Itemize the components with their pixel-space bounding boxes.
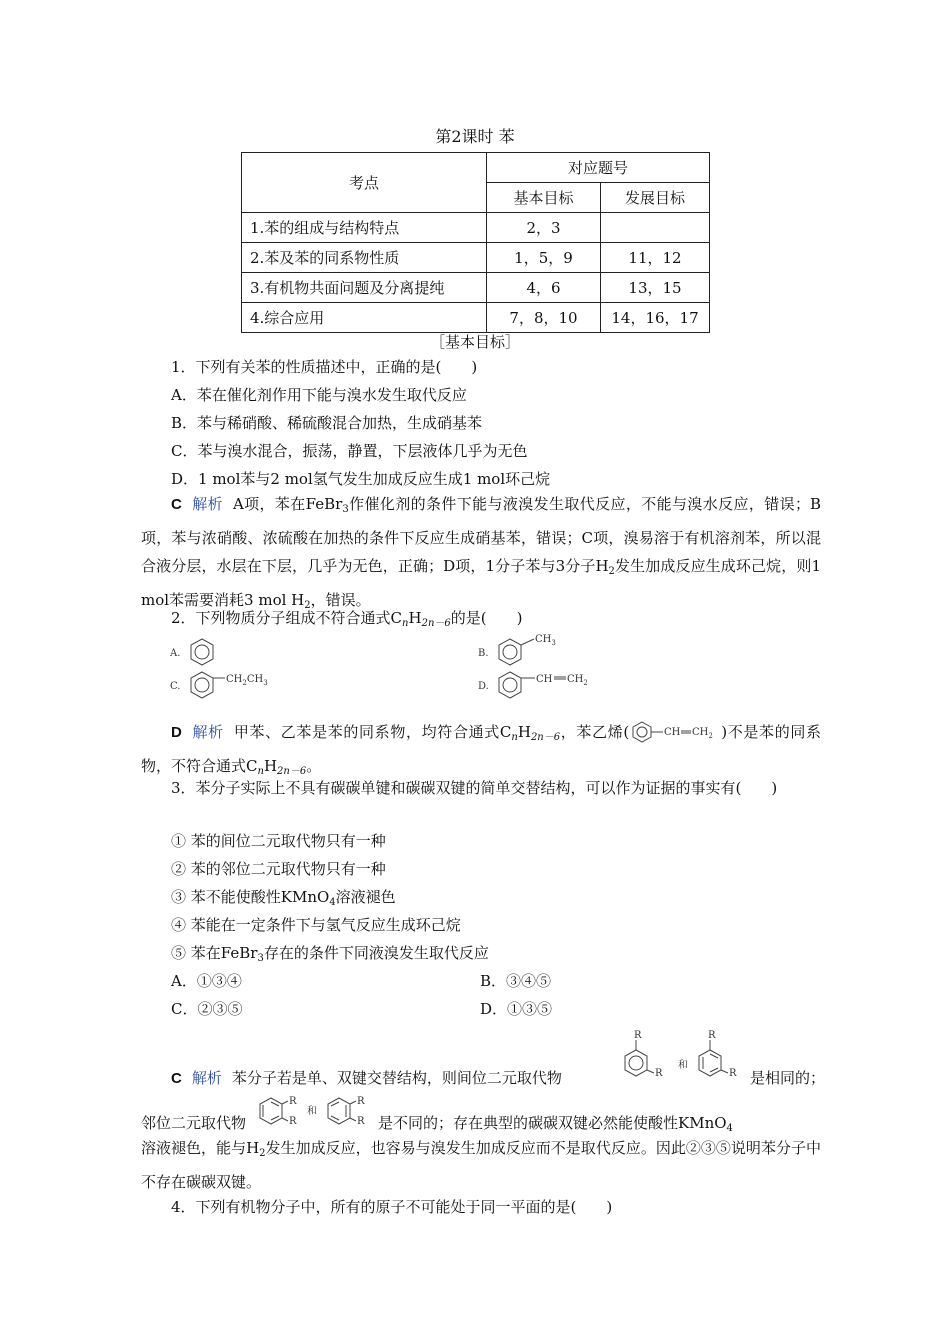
topic-cell: 4.综合应用: [242, 303, 487, 333]
svg-text:CH2: $CH_2$: [567, 674, 588, 687]
table-row: [242, 243, 710, 273]
meta-disubstituted-structures: [620, 1028, 750, 1088]
svg-text:R: R: [729, 1068, 737, 1079]
svg-text:B.: B.: [478, 648, 489, 659]
q3-option-d: D．①③⑤: [480, 1000, 553, 1018]
q2-explanation: D 解析 甲苯、乙苯是苯的同系物，均符合通式$C_nH_{2n-6}$，苯乙烯( CH $CH_2$ )不是苯的同系物，不符合通式$C_nH_{2n-6}$。: [141, 723, 822, 777]
q2-option-c-ethylbenzene: [170, 668, 280, 704]
svg-text:D.: D.: [478, 681, 489, 692]
svg-text:和: 和: [307, 1106, 317, 1117]
header-kaodian: 考点: [242, 153, 487, 213]
header-duiying: 对应题号: [487, 153, 710, 183]
svg-text:R: R: [708, 1030, 716, 1041]
svg-text:R: R: [357, 1096, 365, 1107]
q3-explanation-rest: 溶液褪色，能与$H_2$发生加成反应，也容易与溴发生加成反应而不是取代反应。因此②③⑤说明苯分子中不存在碳碳双键。: [141, 1139, 821, 1191]
q3-option-a: A．①③④: [171, 972, 242, 990]
svg-text:R: R: [289, 1096, 297, 1107]
q3-explanation-same: 是相同的；: [750, 1069, 826, 1087]
q2-stem: 2．下列物质分子组成不符合通式$C_nH_{2n-6}$的是( ): [171, 609, 523, 629]
q2-option-a-benzene: [170, 636, 230, 670]
adv-cell: 11，12: [601, 243, 710, 273]
q1-jiexi-label: 解析: [191, 495, 223, 513]
page-title: 第2课时 苯: [435, 127, 515, 146]
q1-explanation: C 解析 A项，苯在FeBr$_3$作催化剂的条件下能与液溴发生取代反应，不能与溴水反应，错误；B项，苯与浓硝酸、浓硫酸在加热的条件下反应生成硝基苯，错误；C项，溴易溶于有机溶剂苯，所以混合液分层，水层在下层，几乎为无色，正确；D项，1分子苯与3分子$H_2$发生加成反应生成环己烷，则1 mol苯需要消耗3 mol $H_2$，错误。: [141, 495, 822, 611]
adv-cell: 14，16，17: [601, 303, 710, 333]
adv-cell: [601, 213, 710, 243]
q4-stem: 4．下列有机物分子中，所有的原子不可能处于同一平面的是( ): [171, 1198, 613, 1216]
q2-option-b-toluene: [478, 632, 578, 670]
q1-option-c: C．苯与溴水混合，振荡，静置，下层液体几乎为无色: [171, 442, 528, 460]
q1-stem: 1．下列有关苯的性质描述中，正确的是( ): [171, 358, 478, 376]
table-row: [242, 273, 710, 303]
header-jiben: 基本目标: [487, 183, 601, 213]
svg-text:和: 和: [678, 1060, 688, 1071]
q3-stem: 3．苯分子实际上不具有碳碳单键和碳碳双键的简单交替结构，可以作为证据的事实有( ): [171, 779, 778, 797]
q3-item-2: ② 苯的邻位二元取代物只有一种: [171, 860, 386, 878]
svg-text:CH2: $CH_2$: [692, 727, 714, 740]
q3-explanation-different: 是不同的；存在典型的碳碳双键必然能使酸性KMnO$_4$: [378, 1114, 733, 1134]
svg-text:CH: CH: [536, 674, 553, 685]
q3-answer: C: [171, 1070, 182, 1087]
svg-text:C.: C.: [170, 681, 181, 692]
svg-text:CH3: $CH_3$: [535, 634, 556, 647]
styrene-inline-structure: [629, 721, 721, 743]
basic-cell: 1，5，9: [487, 243, 601, 273]
svg-text:R: R: [357, 1116, 365, 1127]
q3-explanation-start: C 解析 苯分子若是单、双键交替结构，则间位二元取代物: [171, 1069, 562, 1087]
q3-item-1: ① 苯的间位二元取代物只有一种: [171, 832, 386, 850]
q3-item-5: ⑤ 苯在FeBr$_3$存在的条件下同液溴发生取代反应: [171, 944, 489, 964]
basic-cell: 2，3: [487, 213, 601, 243]
adv-cell: 13，15: [601, 273, 710, 303]
objectives-table: [241, 152, 710, 333]
svg-text:CH2CH3: $CH_2CH_3$: [226, 674, 268, 687]
header-fazhan: 发展目标: [601, 183, 710, 213]
q1-answer: C: [171, 496, 182, 513]
q3-option-b: B．③④⑤: [480, 972, 552, 990]
q3-explanation-ortho-label: 邻位二元取代物: [141, 1114, 247, 1132]
q1-option-a: A．苯在催化剂作用下能与溴水发生取代反应: [171, 386, 467, 404]
svg-text:A.: A.: [170, 648, 181, 659]
basic-cell: 7，8，10: [487, 303, 601, 333]
topic-cell: 1.苯的组成与结构特点: [242, 213, 487, 243]
table-row: [242, 303, 710, 333]
svg-text:R: R: [634, 1030, 642, 1041]
q3-item-4: ④ 苯能在一定条件下与氢气反应生成环己烷: [171, 916, 461, 934]
topic-cell: 2.苯及苯的同系物性质: [242, 243, 487, 273]
svg-text:R: R: [289, 1116, 297, 1127]
q1-option-b: B．苯与稀硝酸、稀硫酸混合加热，生成硝基苯: [171, 414, 483, 432]
q3-item-3: ③ 苯不能使酸性KMnO$_4$溶液褪色: [171, 888, 396, 908]
table-row: [242, 213, 710, 243]
q1-option-d: D．1 mol苯与2 mol氢气发生加成反应生成1 mol环己烷: [171, 470, 551, 488]
topic-cell: 3.有机物共面问题及分离提纯: [242, 273, 487, 303]
ortho-disubstituted-structures: [255, 1094, 380, 1132]
basic-cell: 4，6: [487, 273, 601, 303]
q2-option-d-styrene: [478, 668, 598, 704]
q3-jiexi-label: 解析: [191, 1069, 222, 1087]
q3-option-c: C．②③⑤: [171, 1000, 243, 1018]
section-heading: ［基本目标］: [429, 333, 520, 351]
svg-text:CH: CH: [664, 727, 681, 738]
svg-text:R: R: [655, 1068, 663, 1079]
q2-jiexi-label: 解析: [191, 723, 224, 741]
q2-answer: D: [171, 724, 182, 741]
